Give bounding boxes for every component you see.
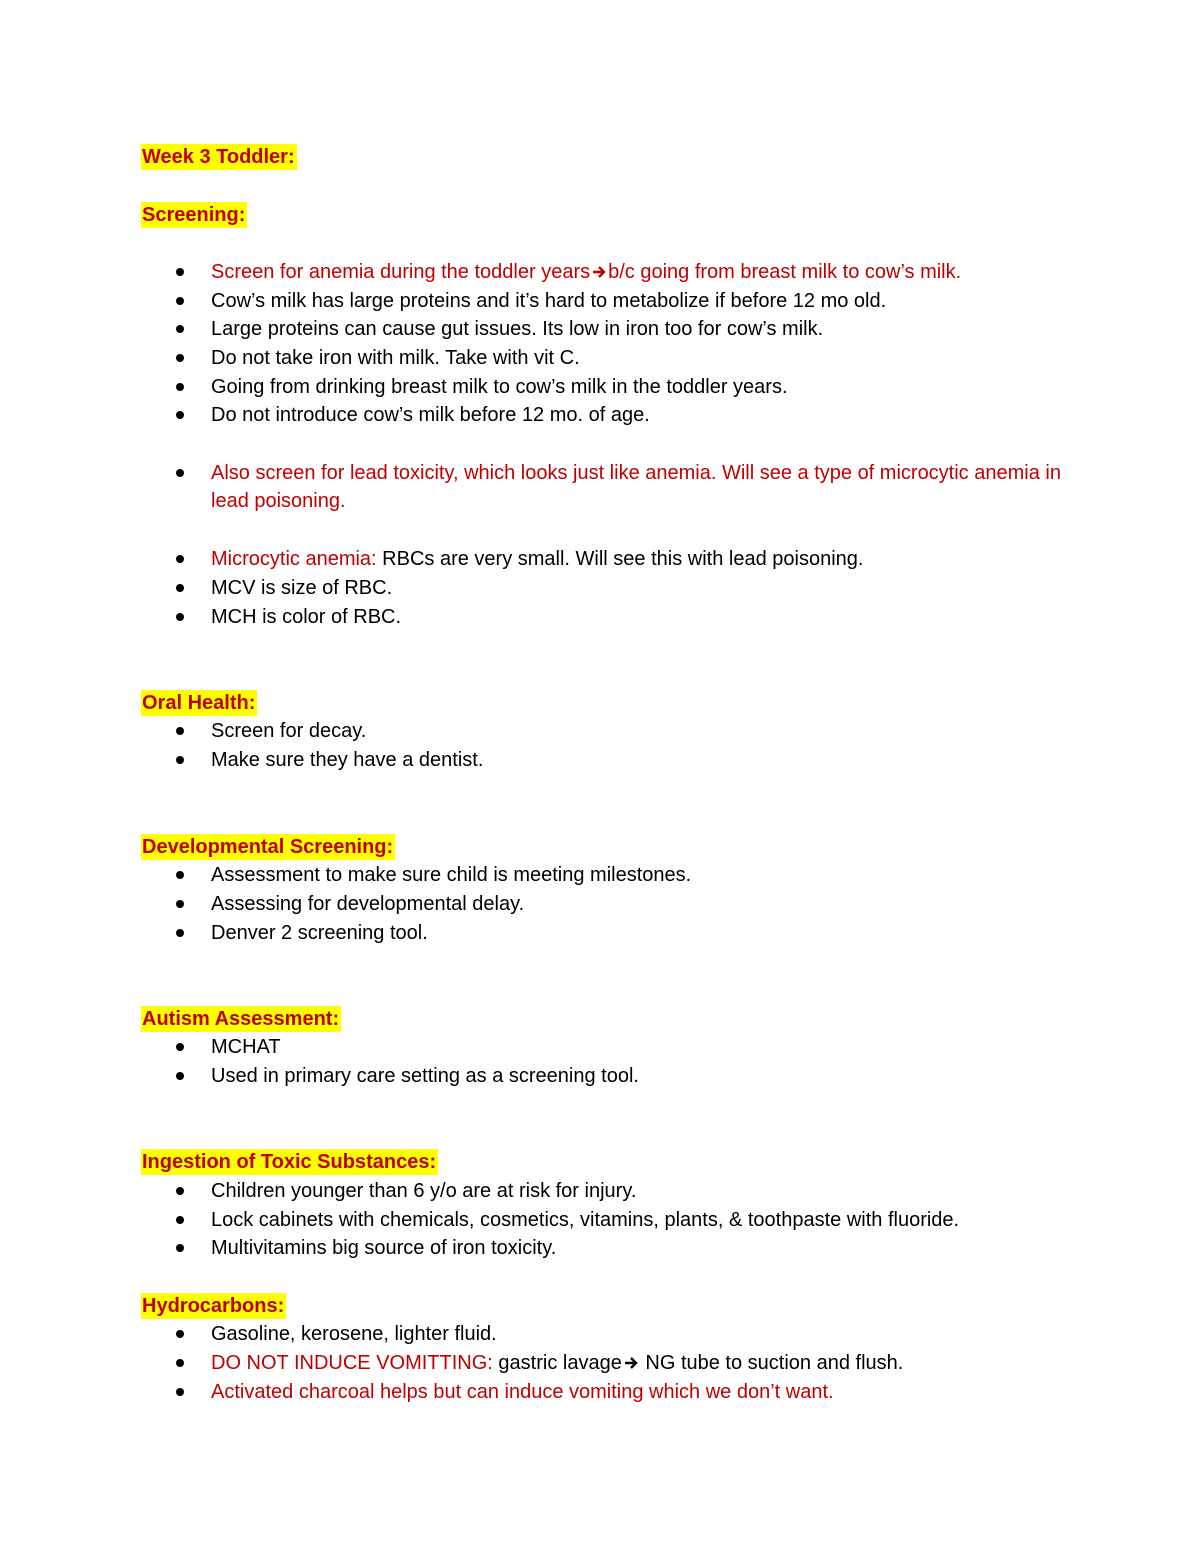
list-item — [0, 1206, 1200, 1234]
document-title: Week 3 Toddler: — [142, 146, 295, 168]
bullet-text: MCH is color of RBC. — [211, 606, 402, 628]
list-item — [0, 401, 1200, 429]
bullet-dot — [176, 1244, 184, 1252]
bullet-text: Screen for decay. — [211, 720, 367, 742]
list-item — [0, 1349, 1200, 1377]
bullet-text: Used in primary care setting as a screening tool. — [211, 1065, 639, 1087]
bullet-text: Large proteins can cause gut issues. Its low in iron too for cow’s milk. — [211, 318, 824, 340]
bullet-dot — [176, 756, 184, 764]
section-heading-developmental: Developmental Screening: — [142, 836, 394, 858]
bullet-text: Going from drinking breast milk to cow’s milk in the toddler years. — [211, 376, 788, 398]
bullet-dot — [176, 354, 184, 362]
list-item — [0, 603, 1200, 631]
bullet-text: RBCs are very small. Will see this with lead poisoning. — [376, 548, 864, 570]
list-item — [0, 919, 1200, 947]
bullet-dot — [176, 1043, 184, 1051]
bullet-text: MCV is size of RBC. — [211, 577, 393, 599]
list-item — [0, 1177, 1200, 1205]
list-item — [0, 717, 1200, 745]
bullet-dot — [176, 1359, 184, 1367]
bullet-text: Screen for anemia during the toddler years — [211, 261, 591, 283]
bullet-dot — [176, 1388, 184, 1396]
bullet-dot — [176, 1187, 184, 1195]
list-item — [0, 373, 1200, 401]
bullet-dot — [176, 1216, 184, 1224]
bullet-label: DO NOT INDUCE VOMITTING: — [211, 1352, 493, 1374]
bullet-text: Make sure they have a dentist. — [211, 749, 484, 771]
bullet-text: Do not take iron with milk. Take with vit C. — [211, 347, 580, 369]
list-item — [0, 459, 1200, 512]
list-item — [0, 746, 1200, 774]
list-item — [0, 258, 1200, 286]
bullet-dot — [176, 1330, 184, 1338]
list-item — [0, 1378, 1200, 1406]
bullet-label: Microcytic anemia: — [211, 548, 377, 570]
bullet-dot — [176, 297, 184, 305]
bullet-text: Activated charcoal helps but can induce vomiting which we don’t want. — [211, 1381, 834, 1403]
bullet-text: MCHAT — [211, 1036, 281, 1058]
bullet-dot — [176, 469, 184, 477]
bullet-text: NG tube to suction and flush. — [639, 1352, 904, 1374]
bullet-text: Assessing for developmental delay. — [211, 893, 525, 915]
list-item — [0, 315, 1200, 343]
bullet-dot — [176, 613, 184, 621]
list-item — [0, 1062, 1200, 1090]
bullet-dot — [176, 727, 184, 735]
list-item — [0, 861, 1200, 889]
bullet-dot — [176, 325, 184, 333]
bullet-dot — [176, 1072, 184, 1080]
bullet-dot — [176, 383, 184, 391]
list-item — [0, 890, 1200, 918]
section-heading-oral-health: Oral Health: — [142, 692, 256, 714]
bullet-text: Denver 2 screening tool. — [211, 922, 428, 944]
bullet-text: Assessment to make sure child is meeting milestones. — [211, 864, 692, 886]
bullet-dot — [176, 555, 184, 563]
bullet-text: Gasoline, kerosene, lighter fluid. — [211, 1323, 497, 1345]
list-item — [0, 287, 1200, 315]
bullet-dot — [176, 268, 184, 276]
bullet-text: Cow’s milk has large proteins and it’s hard to metabolize if before 12 mo old. — [211, 290, 887, 312]
bullet-text: Lock cabinets with chemicals, cosmetics, vitamins, plants, & toothpaste with fluoride. — [211, 1209, 960, 1231]
bullet-text: Multivitamins big source of iron toxicity. — [211, 1237, 557, 1259]
bullet-text: b/c going from breast milk to cow’s milk. — [608, 261, 962, 283]
list-item — [0, 1033, 1200, 1061]
bullet-dot — [176, 584, 184, 592]
bullet-dot — [176, 929, 184, 937]
section-heading-hydrocarbons: Hydrocarbons: — [142, 1295, 285, 1317]
section-heading-screening: Screening: — [142, 204, 246, 226]
right-arrow-icon — [624, 1356, 639, 1370]
bullet-dot — [176, 871, 184, 879]
bullet-text: gastric lavage — [492, 1352, 622, 1374]
list-item — [0, 545, 1200, 573]
section-heading-autism: Autism Assessment: — [142, 1008, 340, 1030]
bullet-dot — [176, 900, 184, 908]
list-item — [0, 344, 1200, 372]
section-heading-toxic-substances: Ingestion of Toxic Substances: — [142, 1151, 437, 1173]
bullet-text: Children younger than 6 y/o are at risk for injury. — [211, 1180, 637, 1202]
bullet-text: Do not introduce cow’s milk before 12 mo. of age. — [211, 404, 650, 426]
right-arrow-icon — [592, 265, 607, 279]
list-item — [0, 1320, 1200, 1348]
list-item — [0, 574, 1200, 602]
list-item — [0, 1234, 1200, 1262]
bullet-text: Also screen for lead toxicity, which looks just like anemia. Will see a type of microcytic anemia in lead poisoning. — [211, 462, 1061, 512]
bullet-dot — [176, 411, 184, 419]
